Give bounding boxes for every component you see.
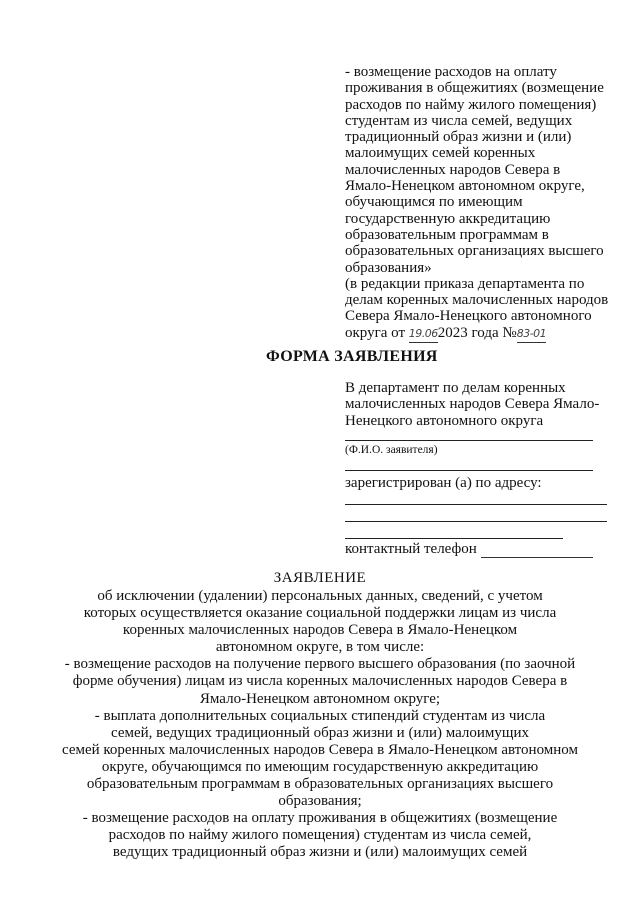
fio-line-2[interactable] <box>345 470 593 471</box>
addressee-line: малочисленных народов Севера Ямало- <box>345 396 600 413</box>
appendix-line: делам коренных малочисленных народов <box>345 292 609 309</box>
appendix-line: образовательных организациях высшего <box>345 243 604 260</box>
date-prefix: округа от <box>345 324 406 341</box>
statement-line: ведущих традиционный образ жизни и (или) малоимущих семей <box>112 844 528 861</box>
statement-line: коренных малочисленных народов Севера в Ямало-Ненецком <box>122 622 518 639</box>
appendix-line: образовательным программам в <box>345 226 549 243</box>
statement-line: - выплата дополнительных социальных стипендий студентам из числа <box>94 707 546 724</box>
statement-line: которых осуществляется оказание социальной поддержки лицам из числа <box>83 605 557 622</box>
statement-line: автономном округе, в том числе: <box>215 639 425 656</box>
statement-line: семей, ведущих традиционный образ жизни и (или) малоимущих <box>110 724 529 741</box>
appendix-line: (в редакции приказа департамента по <box>345 275 585 292</box>
phone-row <box>345 541 593 558</box>
phone-label: контактный телефон <box>345 541 477 557</box>
statement-body <box>20 588 620 862</box>
appendix-line: традиционный образ жизни и (или) <box>345 129 572 146</box>
statement-line: образования; <box>278 793 362 810</box>
form-title: ФОРМА ЗАЯВЛЕНИЯ <box>266 348 438 365</box>
appendix-line: - возмещение расходов на оплату <box>345 64 557 80</box>
statement-line: - возмещение расходов на оплату проживания в общежитиях (возмещение <box>82 810 558 827</box>
handwritten-number: 83-01 <box>517 326 546 343</box>
appendix-line: малочисленных народов Севера в <box>345 161 561 178</box>
statement-line: об исключении (удалении) персональных данных, сведений, с учетом <box>97 588 543 604</box>
appendix-line: обучающимся по имеющим <box>345 194 523 211</box>
appendix-block <box>345 64 608 343</box>
statement-line: форме обучения) лицам из числа коренных малочисленных народов Севера в <box>72 673 568 690</box>
appendix-date-line <box>345 325 608 343</box>
statement-heading: ЗАЯВЛЕНИЕ <box>273 570 367 586</box>
addressee-block <box>345 380 599 429</box>
statement-line: округе, обучающимся по имеющим государственную аккредитацию <box>101 758 539 775</box>
statement-line: - возмещение расходов на получение первого высшего образования (по заочной <box>64 656 576 673</box>
phone-field[interactable] <box>481 544 593 558</box>
addressee-line: Ненецкого автономного округа <box>345 412 544 429</box>
appendix-line: студентам из числа семей, ведущих <box>345 112 573 129</box>
appendix-line: расходов по найму жилого помещения) <box>345 96 597 113</box>
date-suffix: 2023 года № <box>437 324 517 341</box>
appendix-line: государственную аккредитацию <box>345 210 551 227</box>
addressee-line: В департамент по делам коренных <box>345 380 566 396</box>
appendix-line: малоимущих семей коренных <box>345 145 536 162</box>
appendix-line: Севера Ямало-Ненецкого автономного <box>345 308 592 325</box>
appendix-line: Ямало-Ненецком автономном округе, <box>345 178 585 195</box>
appendix-line: проживания в общежитиях (возмещение <box>345 80 604 97</box>
fio-line-1[interactable] <box>345 440 593 441</box>
handwritten-date: 19.06 <box>409 326 438 343</box>
statement-line: расходов по найму жилого помещения) студентам из числа семей, <box>108 827 532 844</box>
statement-line: Ямало-Ненецком автономном округе; <box>199 690 441 707</box>
fio-label: (Ф.И.О. заявителя) <box>345 444 438 456</box>
statement-line: образовательным программам в образовательных организациях высшего <box>86 776 554 793</box>
appendix-line: образования» <box>345 259 432 276</box>
address-line-3[interactable] <box>345 538 563 539</box>
address-line-2[interactable] <box>345 521 607 522</box>
statement-line: семей коренных малочисленных народов Севера в Ямало-Ненецком автономном <box>61 741 579 758</box>
registered-label: зарегистрирован (а) по адресу: <box>345 475 542 491</box>
address-line-1[interactable] <box>345 504 607 505</box>
